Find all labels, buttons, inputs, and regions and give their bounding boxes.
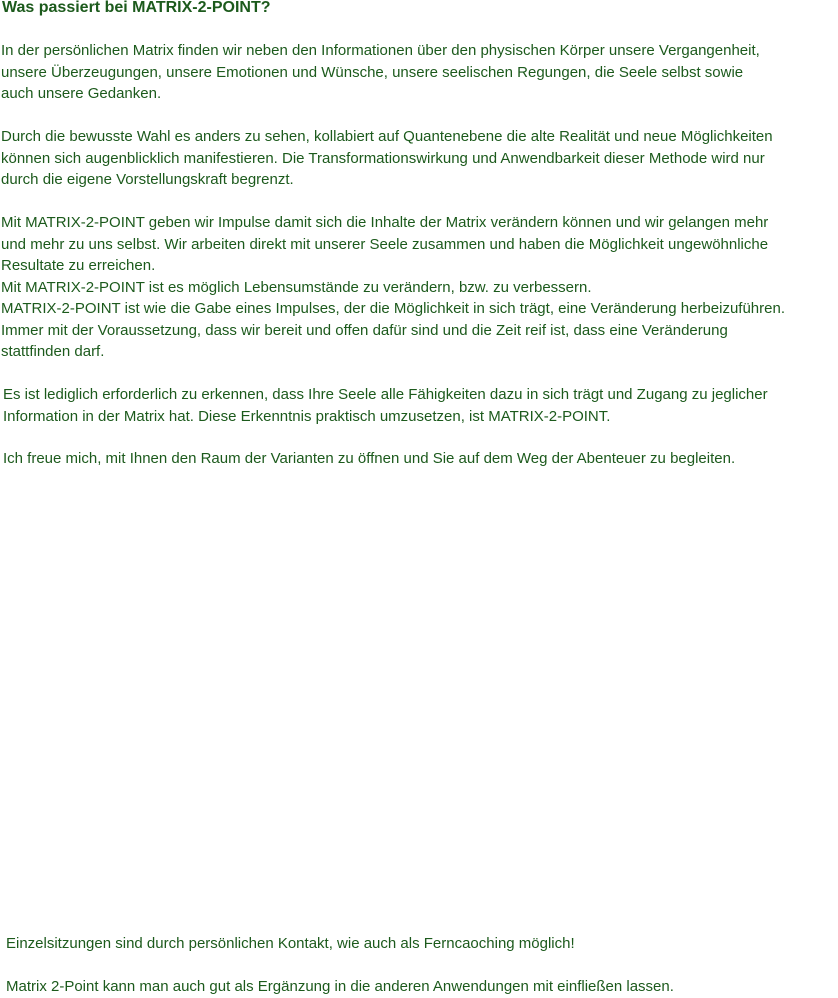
text-line: und mehr zu uns selbst. Wir arbeiten direkt mit unserer Seele zusammen und haben die Möglichkeit ungewöhnliche	[1, 235, 769, 253]
text-line: stattfinden darf.	[1, 343, 105, 360]
paragraph-quantum-reality	[1, 126, 773, 191]
text-line: auch unsere Gedanken.	[1, 85, 162, 102]
text-line: durch die eigene Vorstellungskraft begrenzt.	[1, 171, 294, 188]
text-line: Immer mit der Voraussetzung, dass wir bereit und offen dafür sind und die Zeit reif ist, dass eine Veränderung	[1, 321, 728, 339]
footer-sessions-note: Einzelsitzungen sind durch persönlichen Kontakt, wie auch als Ferncaoching möglich!	[6, 935, 575, 952]
text-line: In der persönlichen Matrix finden wir neben den Informationen über den physischen Körper unsere Vergangenheit,	[1, 42, 760, 59]
text-line: Resultate zu erreichen.	[1, 257, 156, 274]
page-title: Was passiert bei MATRIX-2-POINT?	[2, 0, 271, 16]
text-line: Information in der Matrix hat. Diese Erkenntnis praktisch umzusetzen, ist MATRIX-2-POINT.	[3, 407, 611, 425]
paragraph-soul-abilities	[3, 384, 768, 427]
text-line: unsere Überzeugungen, unsere Emotionen und Wünsche, unsere seelischen Regungen, die Seele selbst sowie	[1, 63, 744, 81]
text-line: Es ist lediglich erforderlich zu erkennen, dass Ihre Seele alle Fähigkeiten dazu in sich trägt und Zugang zu jeglicher	[3, 386, 768, 403]
text-line: Ich freue mich, mit Ihnen den Raum der Varianten zu öffnen und Sie auf dem Weg der Abenteuer zu begleiten.	[3, 450, 736, 467]
paragraph-matrix-intro	[1, 40, 760, 105]
paragraph-impulses	[1, 212, 785, 363]
text-line: können sich augenblicklich manifestieren. Die Transformationswirkung und Anwendbarkeit dieser Methode wird nur	[1, 149, 765, 167]
footer-combination-note: Matrix 2-Point kann man auch gut als Ergänzung in die anderen Anwendungen mit einfließen lassen.	[6, 978, 674, 995]
paragraph-closing	[3, 448, 735, 470]
text-line: MATRIX-2-POINT ist wie die Gabe eines Impulses, der die Möglichkeit in sich trägt, eine Veränderung herbeizuführen.	[1, 300, 785, 317]
text-line: Mit MATRIX-2-POINT geben wir Impulse damit sich die Inhalte der Matrix verändern können und wir gelangen mehr	[1, 214, 769, 231]
text-line: Mit MATRIX-2-POINT ist es möglich Lebensumstände zu verändern, bzw. zu verbessern.	[1, 278, 592, 296]
text-line: Durch die bewusste Wahl es anders zu sehen, kollabiert auf Quantenebene die alte Realität und neue Möglichkeiten	[1, 128, 773, 145]
